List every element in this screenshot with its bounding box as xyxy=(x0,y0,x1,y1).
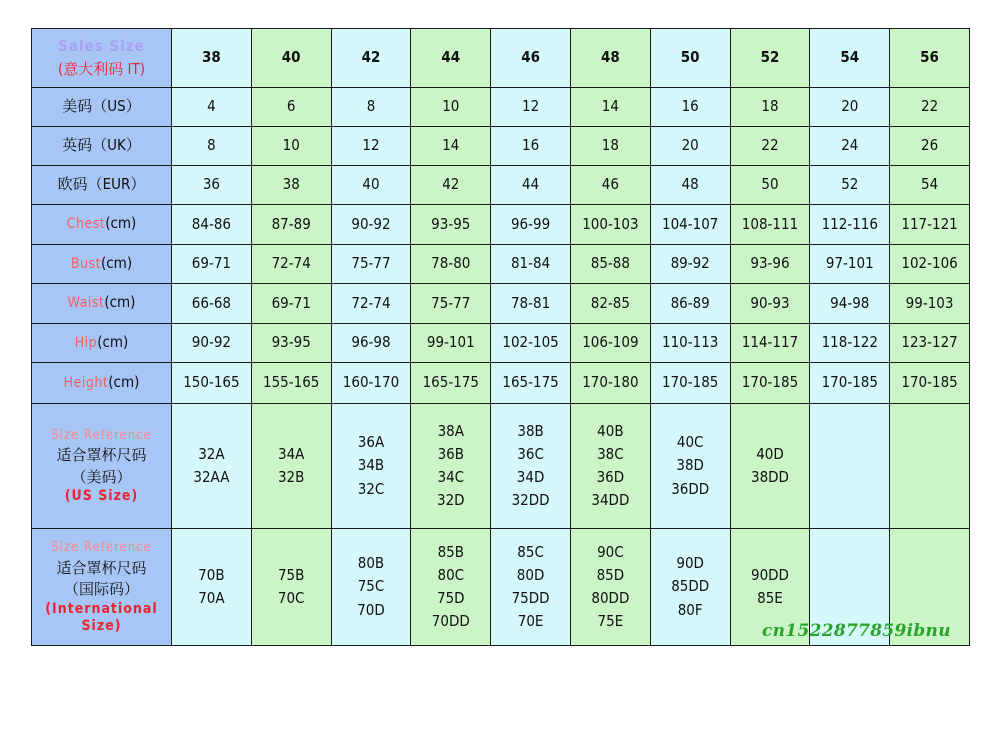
table-cell: 66-68 xyxy=(172,284,252,324)
table-cell: 48 xyxy=(650,166,730,205)
table-cell: 170-185 xyxy=(810,363,890,404)
cup-size-cell xyxy=(890,404,970,529)
bust-label-en: Bust xyxy=(70,255,101,272)
uk-label: 英码（UK） xyxy=(32,127,172,166)
table-cell: 75-77 xyxy=(411,284,491,324)
table-cell: 26 xyxy=(890,127,970,166)
cup-size-value: 34D xyxy=(516,468,545,486)
row-waist xyxy=(32,284,970,324)
table-cell: 69-71 xyxy=(251,284,331,324)
cup-size-value: 38B xyxy=(517,421,544,440)
table-cell: 86-89 xyxy=(650,284,730,324)
table-cell: 102-106 xyxy=(890,244,970,284)
table-cell: 170-185 xyxy=(650,363,730,404)
cup-size-value: 32D xyxy=(437,491,465,510)
cup-size-cell xyxy=(491,404,571,529)
table-cell: 46 xyxy=(570,166,650,205)
cup-size-cell xyxy=(331,529,411,646)
cup-size-value: 70E xyxy=(517,612,544,631)
size-reference-int-label xyxy=(32,529,172,646)
table-cell: 18 xyxy=(730,88,810,127)
row-height xyxy=(32,363,970,404)
cup-size-cell xyxy=(251,404,331,529)
size-reference-title: Size Reference xyxy=(51,427,152,443)
table-cell: 112-116 xyxy=(810,205,890,245)
table-cell: 104-107 xyxy=(650,205,730,245)
height-label xyxy=(32,363,172,404)
table-cell: 12 xyxy=(331,127,411,166)
size-reference-en: (US Size) xyxy=(64,488,139,505)
cup-size-cell xyxy=(650,404,730,529)
table-cell: 100-103 xyxy=(570,205,650,245)
waist-label-en: Waist xyxy=(67,295,105,312)
cup-size-value: 90DD xyxy=(750,565,789,584)
chest-label xyxy=(32,205,172,245)
table-cell: 165-175 xyxy=(411,363,491,404)
cup-size-value: 70B xyxy=(198,565,225,584)
size-header-cell: 54 xyxy=(810,29,890,88)
table-cell: 16 xyxy=(491,127,571,166)
size-chart-body xyxy=(32,29,970,646)
table-cell: 110-113 xyxy=(650,323,730,363)
sales-size-it: (意大利码 IT) xyxy=(57,60,146,78)
table-cell: 118-122 xyxy=(810,323,890,363)
table-cell: 75-77 xyxy=(331,244,411,284)
watermark-text: cn1522877859ibnu xyxy=(762,621,951,641)
table-cell: 93-95 xyxy=(411,205,491,245)
table-cell: 54 xyxy=(890,166,970,205)
table-cell: 12 xyxy=(491,88,571,127)
size-header-cell: 50 xyxy=(650,29,730,88)
cup-size-value: 36D xyxy=(596,468,625,486)
table-cell: 155-165 xyxy=(251,363,331,404)
cup-size-value: 85C xyxy=(517,542,544,561)
table-cell: 18 xyxy=(570,127,650,166)
cup-size-cell xyxy=(172,529,252,646)
size-header-cell: 46 xyxy=(491,29,571,88)
table-cell: 93-96 xyxy=(730,244,810,284)
table-cell: 93-95 xyxy=(251,323,331,363)
cup-size-value: 90D xyxy=(676,554,704,573)
size-reference-cn-sub: （国际码） xyxy=(63,580,139,599)
table-cell: 90-92 xyxy=(172,323,252,363)
table-cell: 170-185 xyxy=(730,363,810,404)
table-cell: 99-103 xyxy=(890,284,970,324)
eur-label: 欧码（EUR） xyxy=(32,166,172,205)
table-cell: 69-71 xyxy=(172,244,252,284)
table-cell: 20 xyxy=(810,88,890,127)
table-cell: 102-105 xyxy=(491,323,571,363)
cup-size-cell xyxy=(491,529,571,646)
table-cell: 4 xyxy=(172,88,252,127)
table-cell: 84-86 xyxy=(172,205,252,245)
row-us xyxy=(32,88,970,127)
table-cell: 50 xyxy=(730,166,810,205)
cup-size-value: 38DD xyxy=(750,468,789,486)
cup-size-value: 32A xyxy=(198,444,225,463)
table-cell: 38 xyxy=(251,166,331,205)
size-header-cell: 38 xyxy=(172,29,252,88)
cup-size-value: 75B xyxy=(277,565,305,584)
size-header-cell: 42 xyxy=(331,29,411,88)
table-cell: 10 xyxy=(411,88,491,127)
table-cell: 123-127 xyxy=(890,323,970,363)
cup-size-value: 70D xyxy=(357,600,385,619)
cup-size-value: 36B xyxy=(437,444,464,463)
table-cell: 22 xyxy=(890,88,970,127)
size-reference-title: Size Reference xyxy=(51,540,152,556)
size-reference-us-label xyxy=(32,404,172,529)
cup-size-cell xyxy=(570,404,650,529)
cup-size-value: 38A xyxy=(437,421,464,440)
cup-size-value: 85DD xyxy=(671,577,710,596)
cup-size-value: 70C xyxy=(277,589,305,607)
cup-size-value: 38D xyxy=(676,456,704,475)
table-cell: 42 xyxy=(411,166,491,205)
bust-label-unit: (cm) xyxy=(101,253,133,272)
cup-size-value: 80F xyxy=(677,600,703,619)
cup-size-value: 34A xyxy=(277,444,305,463)
size-reference-cn: 适合罩杯尺码 xyxy=(56,445,147,464)
table-cell: 97-101 xyxy=(810,244,890,284)
table-cell: 165-175 xyxy=(491,363,571,404)
row-uk xyxy=(32,127,970,166)
table-cell: 106-109 xyxy=(570,323,650,363)
row-sales-size xyxy=(32,29,970,88)
table-cell: 85-88 xyxy=(570,244,650,284)
table-cell: 89-92 xyxy=(650,244,730,284)
table-cell: 16 xyxy=(650,88,730,127)
size-header-cell: 48 xyxy=(570,29,650,88)
table-cell: 24 xyxy=(810,127,890,166)
row-hip xyxy=(32,323,970,363)
table-cell: 40 xyxy=(331,166,411,205)
cup-size-value: 80D xyxy=(516,565,545,584)
cup-size-cell xyxy=(810,404,890,529)
table-cell: 99-101 xyxy=(411,323,491,363)
table-cell: 14 xyxy=(570,88,650,127)
size-header-cell: 52 xyxy=(730,29,810,88)
cup-size-value: 38C xyxy=(597,444,624,463)
sales-size-en: Sales Size xyxy=(58,36,145,55)
cup-size-value: 70A xyxy=(198,589,225,607)
table-cell: 96-99 xyxy=(491,205,571,245)
cup-size-value: 75C xyxy=(357,577,385,596)
table-cell: 52 xyxy=(810,166,890,205)
row-eur xyxy=(32,166,970,205)
row-size-reference-us xyxy=(32,404,970,529)
cup-size-value: 70DD xyxy=(431,612,470,631)
table-cell: 114-117 xyxy=(730,323,810,363)
size-header-cell: 56 xyxy=(890,29,970,88)
cup-size-cell xyxy=(411,529,491,646)
cup-size-value: 75E xyxy=(597,612,624,631)
cup-size-value: 36C xyxy=(517,444,544,463)
height-label-unit: (cm) xyxy=(108,373,140,392)
size-header-cell: 44 xyxy=(411,29,491,88)
cup-size-value: 85D xyxy=(596,565,625,584)
table-cell: 78-81 xyxy=(491,284,571,324)
cup-size-value: 80DD xyxy=(591,589,630,607)
hip-label-en: Hip xyxy=(74,334,98,351)
cup-size-cell xyxy=(411,404,491,529)
row-chest xyxy=(32,205,970,245)
size-reference-en-sub: Size) xyxy=(81,617,122,634)
cup-size-value: 32DD xyxy=(511,491,550,510)
cup-size-value: 32B xyxy=(277,468,305,486)
cup-size-value: 34C xyxy=(437,468,465,486)
cup-size-value: 32AA xyxy=(193,468,230,486)
cup-size-value: 80B xyxy=(357,554,385,573)
cup-size-cell xyxy=(570,529,650,646)
waist-label-unit: (cm) xyxy=(104,293,136,312)
table-cell: 36 xyxy=(172,166,252,205)
table-cell: 10 xyxy=(251,127,331,166)
cup-size-value: 40D xyxy=(756,444,784,463)
cup-size-cell xyxy=(650,529,730,646)
cup-size-value: 75D xyxy=(437,589,465,607)
table-cell: 72-74 xyxy=(251,244,331,284)
table-cell: 20 xyxy=(650,127,730,166)
table-cell: 170-185 xyxy=(890,363,970,404)
size-header-cell: 40 xyxy=(251,29,331,88)
table-cell: 90-93 xyxy=(730,284,810,324)
table-cell: 8 xyxy=(172,127,252,166)
cup-size-value: 40B xyxy=(597,421,624,440)
chest-label-en: Chest xyxy=(66,216,106,233)
size-chart-table xyxy=(31,28,970,646)
table-cell: 6 xyxy=(251,88,331,127)
size-reference-cn-sub: （美码） xyxy=(71,467,132,486)
row-bust xyxy=(32,244,970,284)
table-cell: 90-92 xyxy=(331,205,411,245)
cup-size-value: 90C xyxy=(597,542,624,561)
table-cell: 117-121 xyxy=(890,205,970,245)
table-cell: 87-89 xyxy=(251,205,331,245)
table-cell: 160-170 xyxy=(331,363,411,404)
height-label-en: Height xyxy=(63,375,109,392)
table-cell: 14 xyxy=(411,127,491,166)
cup-size-value: 85B xyxy=(437,542,464,561)
cup-size-cell xyxy=(172,404,252,529)
table-cell: 150-165 xyxy=(172,363,252,404)
table-cell: 44 xyxy=(491,166,571,205)
hip-label xyxy=(32,323,172,363)
chest-label-unit: (cm) xyxy=(105,214,137,233)
cup-size-value: 36DD xyxy=(671,479,710,498)
table-cell: 22 xyxy=(730,127,810,166)
cup-size-value: 32C xyxy=(357,479,385,498)
cup-size-value: 85E xyxy=(757,589,783,607)
sales-size-label xyxy=(32,29,172,88)
table-cell: 8 xyxy=(331,88,411,127)
table-cell: 72-74 xyxy=(331,284,411,324)
table-cell: 82-85 xyxy=(570,284,650,324)
cup-size-cell xyxy=(251,529,331,646)
table-cell: 96-98 xyxy=(331,323,411,363)
cup-size-value: 34DD xyxy=(591,491,630,510)
cup-size-value: 36A xyxy=(357,433,385,452)
table-cell: 94-98 xyxy=(810,284,890,324)
bust-label xyxy=(32,244,172,284)
waist-label xyxy=(32,284,172,324)
size-reference-en: (International xyxy=(45,601,158,618)
table-cell: 81-84 xyxy=(491,244,571,284)
size-reference-cn: 适合罩杯尺码 xyxy=(56,558,147,577)
cup-size-cell xyxy=(730,404,810,529)
us-label: 美码（US） xyxy=(32,88,172,127)
cup-size-value: 40C xyxy=(676,433,704,452)
hip-label-unit: (cm) xyxy=(97,332,129,351)
cup-size-value: 75DD xyxy=(511,589,550,607)
table-cell: 170-180 xyxy=(570,363,650,404)
table-cell: 108-111 xyxy=(730,205,810,245)
table-cell: 78-80 xyxy=(411,244,491,284)
cup-size-cell xyxy=(331,404,411,529)
cup-size-value: 80C xyxy=(437,565,465,584)
cup-size-value: 34B xyxy=(357,456,385,475)
